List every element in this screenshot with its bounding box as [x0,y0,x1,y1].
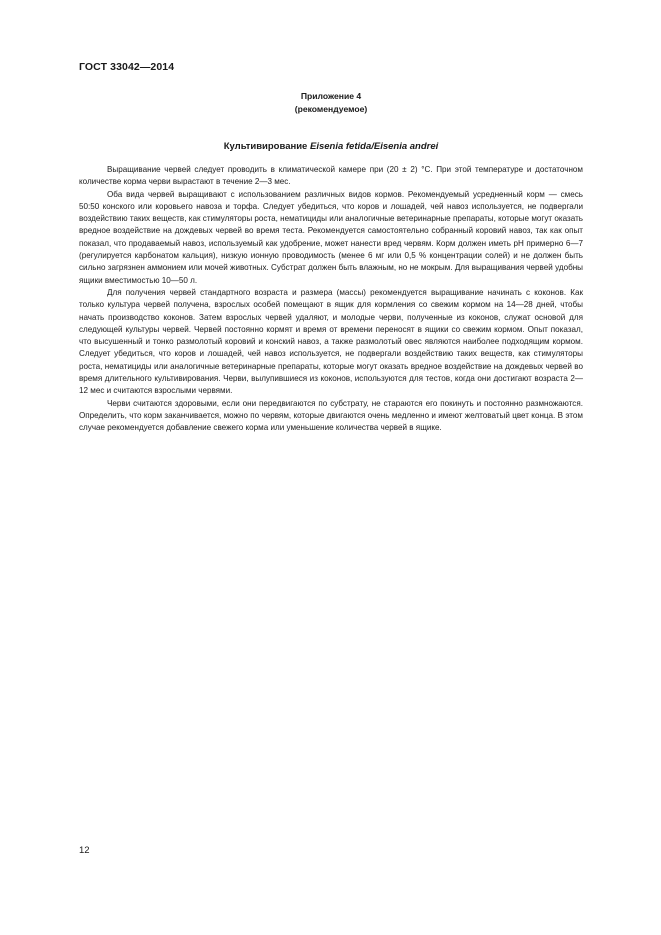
paragraph: Черви считаются здоровыми, если они передвигаются по субстрату, не стараются его покинуть и постоянно размножаются. Определить, что корм заканчивается, можно по червям, которые двигаются очень медленно и имеют желтоватый цвет конца. В этом случае рекомендуется добавление свежего корма или уменьшение количества червей в ящике. [79,398,583,433]
paragraph: Выращивание червей следует проводить в климатической камере при (20 ± 2) °C. При этой температуре и достаточном количестве корма черви вырастают в течение 2—3 мес. [79,165,583,187]
paragraph: Оба вида червей выращивают с использованием различных видов кормов. Рекомендуемый усредненный корм — смесь 50:50 конского или коровьего навоза и торфа. Следует убедиться, что коров и лошадей, чей навоз используется, не подвергали воздействию таких веществ, как стимуляторы роста, нематициды или аналогичные ветеринарные препараты, которые могут оказать вредное воздействие на дождевых червей во время теста. Рекомендуется самостоятельно собранный коровий навоз, так как опыт показал, что продаваемый навоз, используемый как удобрение, может нанести вред червям. Корм должен иметь pH примерно 6—7 (регулируется карбонатом кальция), низкую ионную проводимость (менее 6 мг или 0,5 % концентрации солей) и не должен быть сильно загрязнен аммонием или мочей животных. Субстрат должен быть влажным, но не мокрым. Для выращивания червей удобны ящики вместимостью 10—50 л. [79,189,583,285]
page-number: 12 [79,845,90,856]
section-title-species: Eisenia fetida/Eisenia andrei [309,141,439,152]
body-text [79,164,583,435]
section-title-prefix: Культивирование [223,141,310,152]
standard-number: ГОСТ 33042—2014 [79,61,175,73]
appendix-title: Приложение 4 [300,91,362,101]
paragraph: Для получения червей стандартного возраста и размера (массы) рекомендуется выращивание начинать с коконов. Как только культура червей получена, взрослых особей помещают в ящик для кормления со свежим кормом на 14—28 дней, чтобы начать производство коконов. Затем взрослых червей удаляют, и молодые черви, полученные из коконов, служат основой для следующей культуры червей. Червей постоянно кормят и время от времени переносят в ящики со свежим кормом. Опыт показал, что высушенный и тонко размолотый коровий и конский навоз, а также размолотый овес являются наиболее подходящим кормом. Следует убедиться, что коров и лошадей, чей навоз используется, не подвергали воздействию таких веществ, как стимуляторы роста, нематициды или аналогичные ветеринарные препараты, которые могут оказать вредное воздействие на дождевых червей во время длительного культивирования. Черви, вылупившиеся из коконов, используются для тестов, когда они достигают возраста 2—12 мес и считаются взрослыми червями. [79,287,583,396]
appendix-status: (рекомендуемое) [294,104,368,114]
appendix-heading [79,90,583,116]
section-title [79,141,583,152]
